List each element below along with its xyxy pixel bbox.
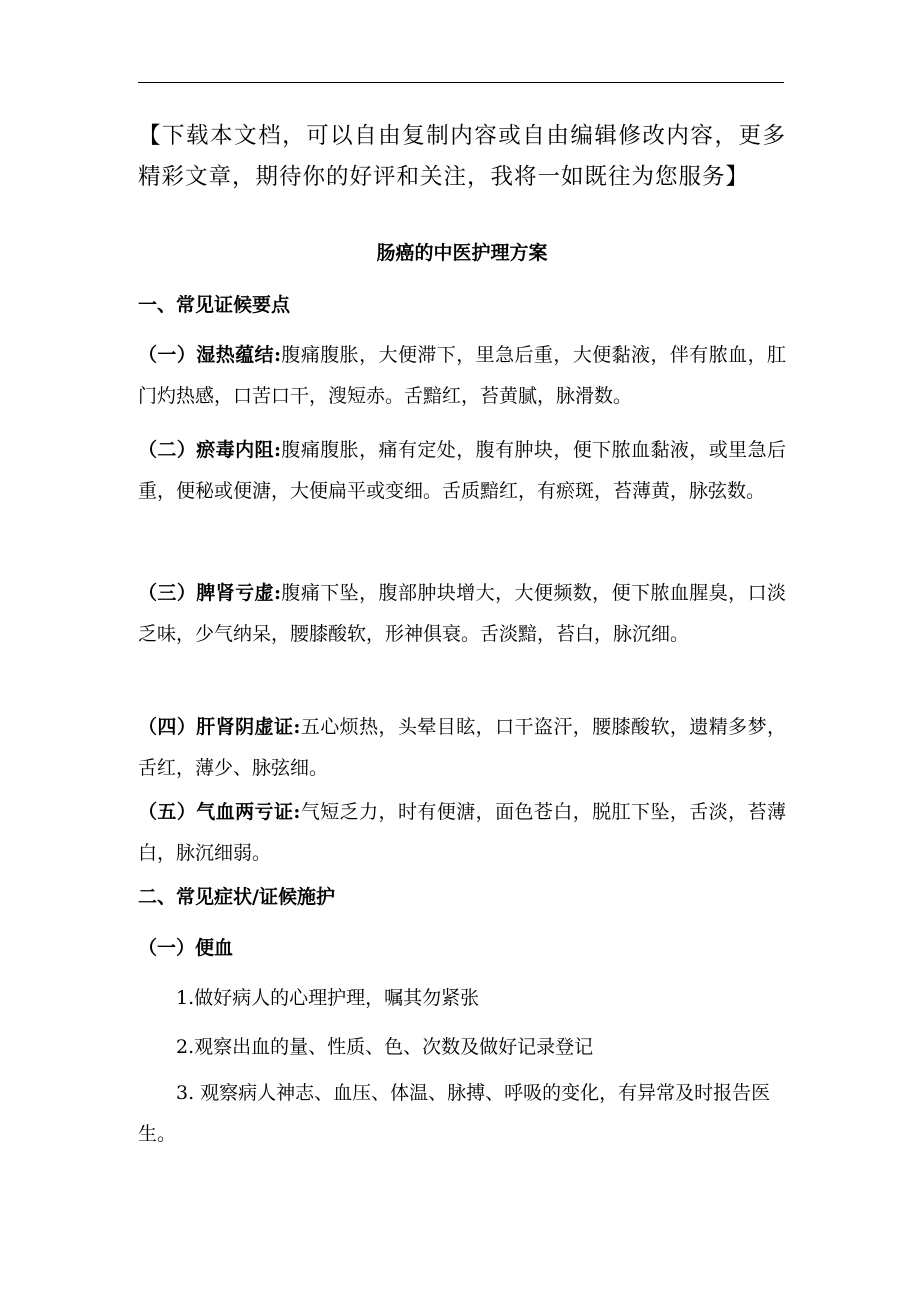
- syndrome-item-5: [138, 792, 786, 873]
- syndrome-label-5: （五）气血两亏证:: [138, 801, 301, 823]
- syndrome-label-2: （二）瘀毒内阻:: [138, 439, 281, 461]
- section-1-heading: 一、常见证候要点: [138, 294, 291, 316]
- syndrome-label-4: （四）肝肾阴虚证:: [138, 716, 301, 738]
- care-step-3: 3. 观察病人神志、血压、体温、脉搏、呼吸的变化，有异常及时报告医生。: [138, 1082, 771, 1145]
- header-rule: [138, 82, 784, 83]
- syndrome-text-1: 腹痛腹胀，大便滞下，里急后重，大便黏液，伴有脓血，肛门灼热感，口苦口干，溲短赤。舌黯红，苔黄腻，脉滑数。: [138, 344, 786, 407]
- section-2-heading: 二、常见症状/证候施护: [138, 886, 335, 908]
- care-step-2: 2.观察出血的量、性质、色、次数及做好记录登记: [176, 1036, 594, 1058]
- download-notice: 【下载本文档，可以自由复制内容或自由编辑修改内容，更多精彩文章，期待你的好评和关注，我将一如既往为您服务】: [138, 123, 786, 190]
- syndrome-item-1: [138, 335, 786, 416]
- syndrome-label-3: （三）脾肾亏虚:: [138, 582, 281, 604]
- syndrome-text-3: 腹痛下坠，腹部肿块增大，大便频数，便下脓血腥臭，口淡乏味，少气纳呆，腰膝酸软，形神俱衰。舌淡黯，苔白，脉沉细。: [138, 582, 786, 645]
- syndrome-item-4: [138, 707, 786, 788]
- syndrome-label-1: （一）湿热蕴结:: [138, 344, 281, 366]
- syndrome-item-2: [138, 430, 786, 511]
- care-step-1: 1.做好病人的心理护理，嘱其勿紧张: [176, 987, 480, 1009]
- document-title: 肠癌的中医护理方案: [376, 242, 548, 264]
- syndrome-text-4: 五心烦热，头晕目眩，口干盗汗，腰膝酸软，遗精多梦，舌红，薄少、脉弦细。: [138, 716, 786, 779]
- syndrome-item-3: [138, 573, 786, 654]
- syndrome-text-2: 腹痛腹胀，痛有定处，腹有肿块，便下脓血黏液，或里急后重，便秘或便溏，大便扁平或变细。舌质黯红，有瘀斑，苔薄黄，脉弦数。: [138, 439, 786, 502]
- syndrome-text-5: 气短乏力，时有便溏，面色苍白，脱肛下坠，舌淡，苔薄白，脉沉细弱。: [138, 801, 786, 864]
- subsection-hematochezia-heading: （一）便血: [138, 937, 234, 959]
